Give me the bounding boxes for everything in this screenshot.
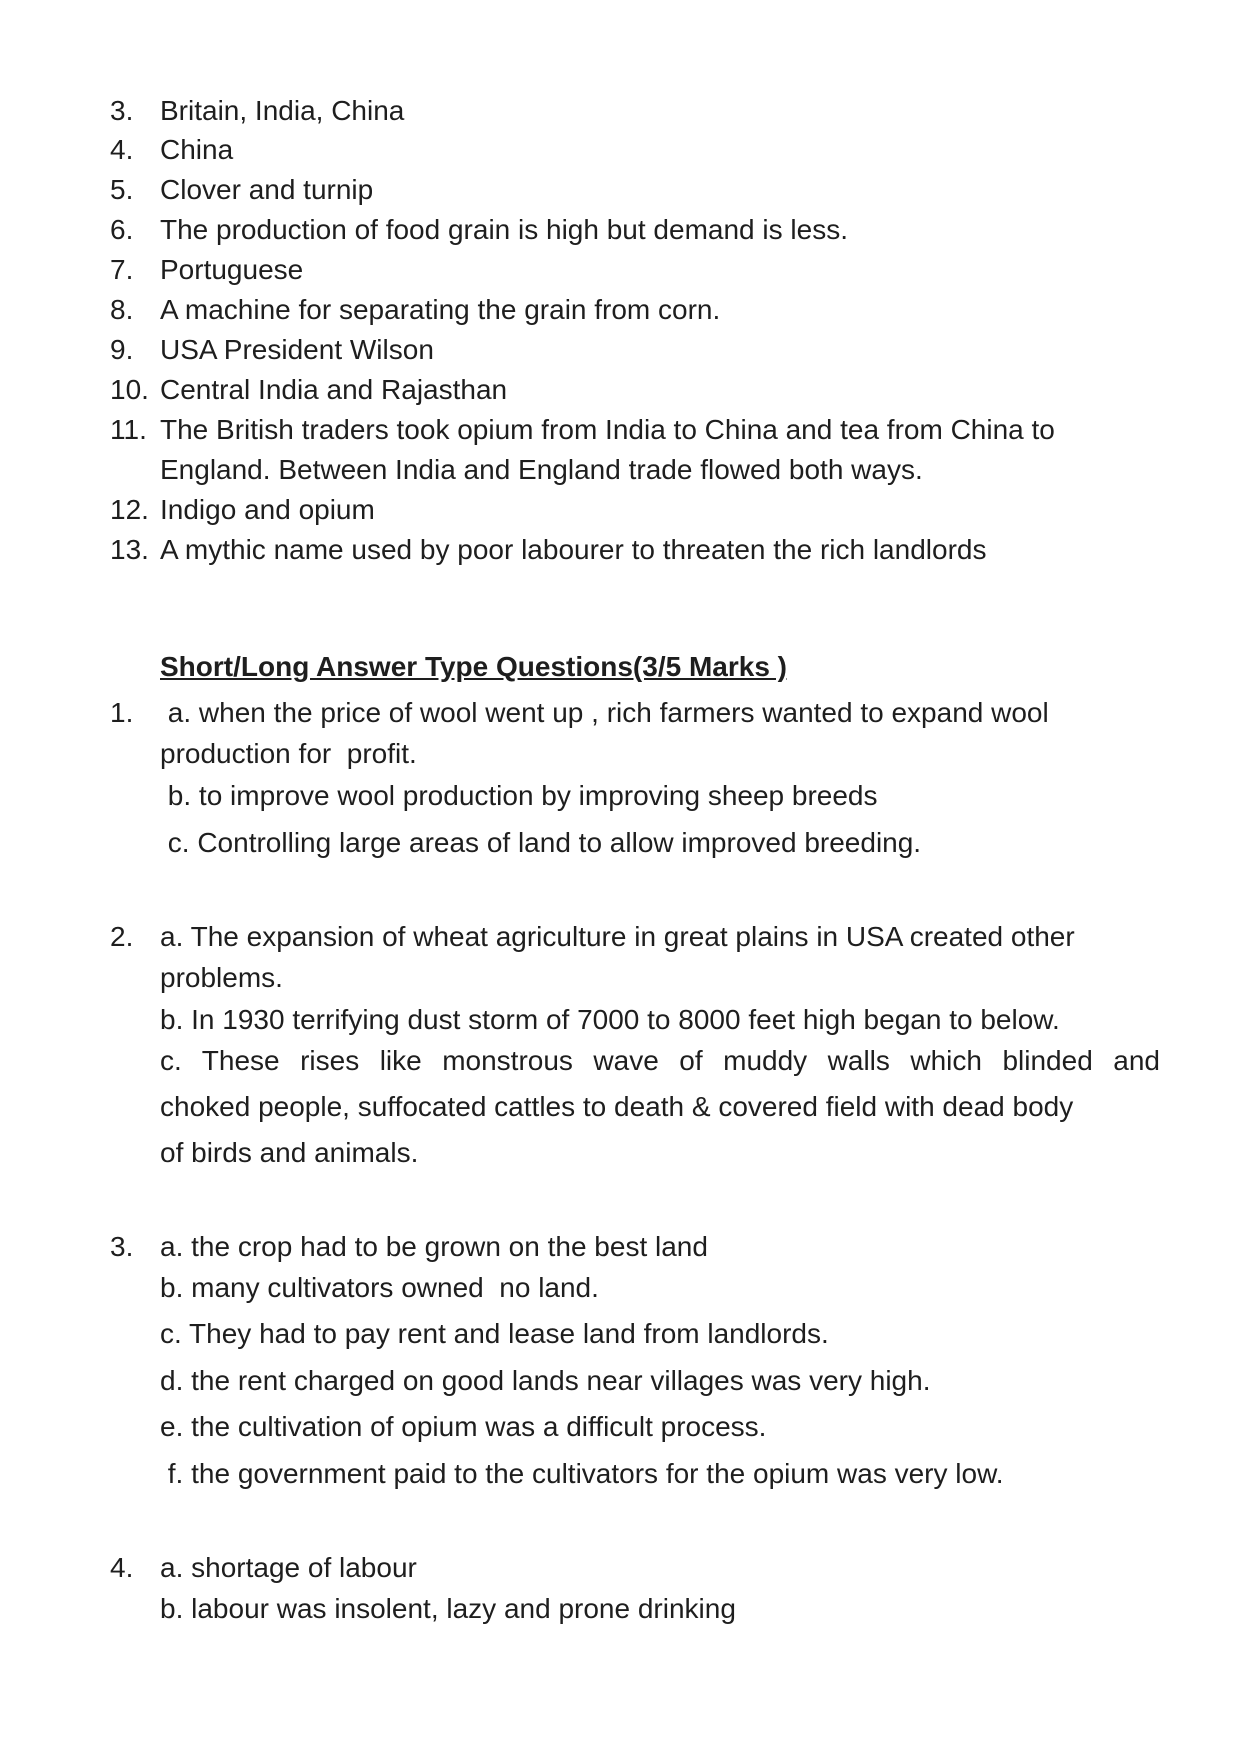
answer-line: a. when the price of wool went up , rich farmers wanted to expand wool (160, 697, 1049, 728)
item-text: The British traders took opium from India to China and tea from China to (160, 414, 1055, 445)
answer-line: problems. (160, 962, 283, 993)
item-text: Portuguese (160, 254, 304, 285)
answer-line: of birds and animals. (160, 1137, 419, 1168)
item-number: 3. (110, 95, 134, 126)
answer-line: f. the government paid to the cultivators for the opium was very low. (160, 1458, 1004, 1489)
item-text: A machine for separating the grain from corn. (160, 294, 721, 325)
item-number: 11. (110, 414, 147, 445)
item-text: Britain, India, China (160, 95, 405, 126)
answer-line: b. to improve wool production by improving sheep breeds (160, 780, 878, 811)
question-number: 3. (110, 1231, 134, 1262)
answer-line: a. The expansion of wheat agriculture in great plains in USA created other (160, 921, 1075, 952)
answer-line: choked people, suffocated cattles to death & covered field with dead body (160, 1091, 1074, 1122)
answer-line: c. Controlling large areas of land to allow improved breeding. (160, 827, 922, 858)
item-number: 8. (110, 294, 134, 325)
item-text: A mythic name used by poor labourer to threaten the rich landlords (160, 534, 987, 565)
item-text: China (160, 134, 234, 165)
question-number: 2. (110, 921, 134, 952)
answer-line: c. These rises like monstrous wave of muddy walls which blinded and (160, 1045, 1160, 1076)
item-number: 7. (110, 254, 134, 285)
answer-line: production for profit. (160, 738, 417, 769)
item-text: USA President Wilson (160, 334, 434, 365)
answer-line: b. many cultivators owned no land. (160, 1272, 599, 1303)
section-heading: Short/Long Answer Type Questions(3/5 Marks ) (160, 651, 787, 682)
item-number: 6. (110, 214, 134, 245)
answer-line: e. the cultivation of opium was a difficult process. (160, 1411, 767, 1442)
item-number: 13. (110, 534, 149, 565)
item-text: The production of food grain is high but demand is less. (160, 214, 848, 245)
question-number: 4. (110, 1552, 134, 1583)
answer-line: a. the crop had to be grown on the best land (160, 1231, 708, 1262)
item-number: 5. (110, 174, 134, 205)
item-text: Central India and Rajasthan (160, 374, 508, 405)
item-number: 10. (110, 374, 149, 405)
answer-line: b. labour was insolent, lazy and prone drinking (160, 1593, 736, 1624)
answer-line: c. They had to pay rent and lease land from landlords. (160, 1318, 829, 1349)
answer-line: b. In 1930 terrifying dust storm of 7000 to 8000 feet high began to below. (160, 1004, 1060, 1035)
question-number: 1. (110, 697, 134, 728)
answer-line: a. shortage of labour (160, 1552, 417, 1583)
item-number: 9. (110, 334, 134, 365)
item-text: England. Between India and England trade flowed both ways. (160, 454, 923, 485)
item-number: 4. (110, 134, 134, 165)
answer-line: d. the rent charged on good lands near villages was very high. (160, 1365, 931, 1396)
item-number: 12. (110, 494, 149, 525)
item-text: Indigo and opium (160, 494, 375, 525)
item-text: Clover and turnip (160, 174, 374, 205)
